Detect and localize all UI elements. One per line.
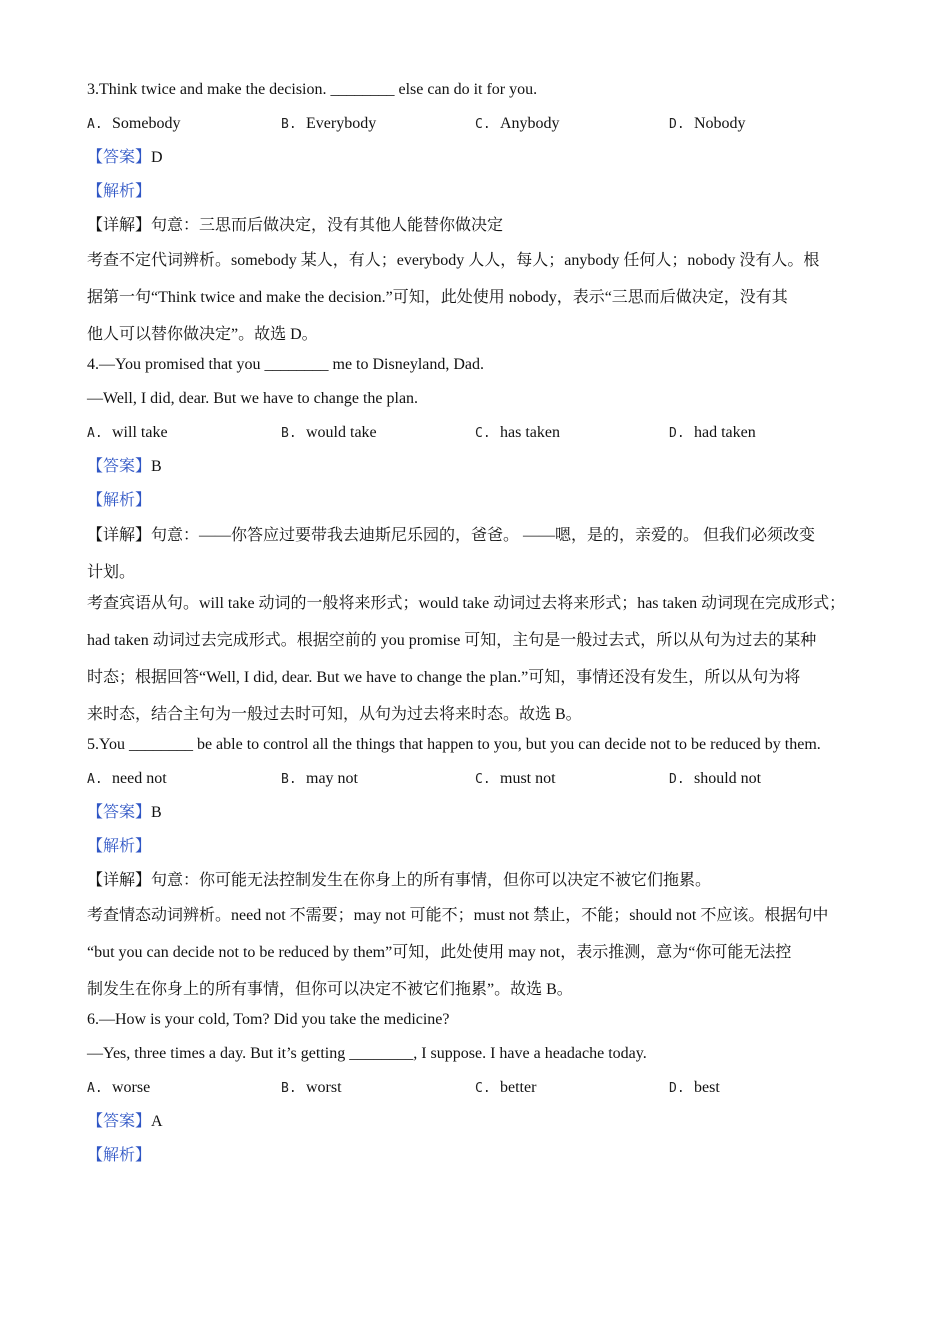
detail-text: 句意：你可能无法控制发生在你身上的所有事情，但你可以决定不被它们拖累。 bbox=[151, 872, 712, 889]
option-letter: A. bbox=[87, 1081, 103, 1096]
option-c bbox=[475, 112, 669, 136]
option-a bbox=[87, 421, 281, 445]
option-b bbox=[281, 112, 475, 136]
answer-line bbox=[87, 801, 877, 825]
option-letter: B. bbox=[281, 426, 297, 441]
explanation bbox=[87, 897, 877, 1008]
analysis-tag: 【解析】 bbox=[87, 1147, 152, 1164]
explanation-line: had taken 动词过去完成形式。根据空前的 you promise 可知，主句是一般过去式，所以从句为过去的某种 bbox=[87, 632, 817, 649]
option-a bbox=[87, 112, 281, 136]
explanation-line: 考查宾语从句。will take 动词的一般将来形式；would take 动词过去将来形式；has taken 动词现在完成形式； bbox=[87, 595, 846, 612]
question-6 bbox=[87, 1008, 877, 1168]
option-letter: B. bbox=[281, 772, 297, 787]
option-text: better bbox=[500, 1079, 537, 1096]
option-text: Somebody bbox=[112, 115, 181, 132]
question-stem: 4.—You promised that you ________ me to Disneyland, Dad. bbox=[87, 356, 485, 373]
analysis-label bbox=[87, 1144, 877, 1168]
option-text: best bbox=[694, 1079, 720, 1096]
detail-text: 句意：三思而后做决定，没有其他人能替你做决定 bbox=[151, 217, 504, 234]
option-text: must not bbox=[500, 770, 556, 787]
option-letter: D. bbox=[669, 426, 685, 441]
option-text: Everybody bbox=[306, 115, 377, 132]
answer-tag: 【答案】 bbox=[87, 149, 152, 166]
question-4 bbox=[87, 353, 877, 733]
option-text: need not bbox=[112, 770, 167, 787]
option-d bbox=[669, 1076, 863, 1100]
question-stem: 6.—How is your cold, Tom? Did you take the medicine? bbox=[87, 1011, 450, 1028]
answer-tag: 【答案】 bbox=[87, 804, 152, 821]
analysis-tag: 【解析】 bbox=[87, 183, 152, 200]
options-row bbox=[87, 1076, 877, 1100]
option-text: worst bbox=[306, 1079, 342, 1096]
option-letter: A. bbox=[87, 426, 103, 441]
detail-line bbox=[87, 869, 877, 893]
question-stem-reply: —Well, I did, dear. But we have to change the plan. bbox=[87, 390, 419, 407]
detail-line: 计划。 bbox=[87, 564, 136, 581]
answer-line bbox=[87, 146, 877, 170]
explanation bbox=[87, 585, 877, 733]
detail-line bbox=[87, 517, 877, 554]
explanation-line: “but you can decide not to be reduced by them”可知，此处使用 may not，表示推测，意为“你可能无法控 bbox=[87, 944, 792, 961]
options-row bbox=[87, 421, 877, 445]
explanation-line: 据第一句“Think twice and make the decision.”可知，此处使用 nobody，表示“三思而后做决定，没有其 bbox=[87, 289, 788, 306]
option-b bbox=[281, 421, 475, 445]
option-letter: B. bbox=[281, 117, 297, 132]
analysis-label bbox=[87, 489, 877, 513]
option-letter: B. bbox=[281, 1081, 297, 1096]
answer-tag: 【答案】 bbox=[87, 1113, 152, 1130]
option-b bbox=[281, 767, 475, 791]
option-text: Anybody bbox=[500, 115, 560, 132]
answer-value: D bbox=[151, 149, 163, 166]
option-letter: D. bbox=[669, 1081, 685, 1096]
option-d bbox=[669, 112, 863, 136]
explanation-line: 时态；根据回答“Well, I did, dear. But we have to change the plan.”可知，事情还没有发生，所以从句为将 bbox=[87, 669, 801, 686]
option-a bbox=[87, 767, 281, 791]
answer-value: B bbox=[151, 804, 162, 821]
option-a bbox=[87, 1076, 281, 1100]
detail-tag: 【详解】 bbox=[87, 527, 152, 544]
question-stem-reply: —Yes, three times a day. But it’s getting ________, I suppose. I have a headache today. bbox=[87, 1045, 647, 1062]
option-text: should not bbox=[694, 770, 762, 787]
option-letter: D. bbox=[669, 117, 685, 132]
option-c bbox=[475, 421, 669, 445]
explanation-line: 来时态，结合主句为一般过去时可知，从句为过去将来时态。故选 B。 bbox=[87, 706, 582, 723]
detail-line bbox=[87, 214, 877, 238]
option-letter: C. bbox=[475, 426, 491, 441]
answer-tag: 【答案】 bbox=[87, 458, 152, 475]
question-stem: 5.You ________ be able to control all the things that happen to you, but you can decide not to be reduced by them. bbox=[87, 736, 821, 753]
question-3 bbox=[87, 78, 877, 353]
option-text: will take bbox=[112, 424, 168, 441]
answer-value: B bbox=[151, 458, 162, 475]
option-text: Nobody bbox=[694, 115, 746, 132]
analysis-tag: 【解析】 bbox=[87, 492, 152, 509]
options-row bbox=[87, 767, 877, 791]
worksheet-page bbox=[87, 78, 877, 1178]
detail-tag: 【详解】 bbox=[87, 872, 152, 889]
detail-tag: 【详解】 bbox=[87, 217, 152, 234]
option-c bbox=[475, 1076, 669, 1100]
option-text: would take bbox=[306, 424, 377, 441]
explanation-line: 考查不定代词辨析。somebody 某人，有人；everybody 人人，每人；anybody 任何人；nobody 没有人。根 bbox=[87, 252, 820, 269]
analysis-label bbox=[87, 180, 877, 204]
analysis-tag: 【解析】 bbox=[87, 838, 152, 855]
option-d bbox=[669, 421, 863, 445]
option-d bbox=[669, 767, 863, 791]
explanation bbox=[87, 242, 877, 353]
question-stem: 3.Think twice and make the decision. ________ else can do it for you. bbox=[87, 81, 538, 98]
option-letter: C. bbox=[475, 117, 491, 132]
analysis-label bbox=[87, 835, 877, 859]
answer-line bbox=[87, 455, 877, 479]
option-c bbox=[475, 767, 669, 791]
answer-line bbox=[87, 1110, 877, 1134]
option-letter: C. bbox=[475, 1081, 491, 1096]
answer-value: A bbox=[151, 1113, 163, 1130]
explanation-line: 制发生在你身上的所有事情，但你可以决定不被它们拖累”。故选 B。 bbox=[87, 981, 573, 998]
option-text: may not bbox=[306, 770, 358, 787]
option-letter: A. bbox=[87, 772, 103, 787]
option-text: worse bbox=[112, 1079, 151, 1096]
option-text: has taken bbox=[500, 424, 560, 441]
options-row bbox=[87, 112, 877, 136]
option-letter: A. bbox=[87, 117, 103, 132]
option-b bbox=[281, 1076, 475, 1100]
explanation-line: 他人可以替你做决定”。故选 D。 bbox=[87, 326, 318, 343]
option-letter: C. bbox=[475, 772, 491, 787]
detail-text: 句意：——你答应过要带我去迪斯尼乐园的，爸爸。 ——嗯，是的，亲爱的。 但我们必须改变 bbox=[151, 527, 816, 544]
explanation-line: 考查情态动词辨析。need not 不需要；may not 可能不；must not 禁止，不能；should not 不应该。根据句中 bbox=[87, 907, 829, 924]
option-letter: D. bbox=[669, 772, 685, 787]
option-text: had taken bbox=[694, 424, 756, 441]
question-5 bbox=[87, 733, 877, 1008]
detail bbox=[87, 517, 877, 591]
